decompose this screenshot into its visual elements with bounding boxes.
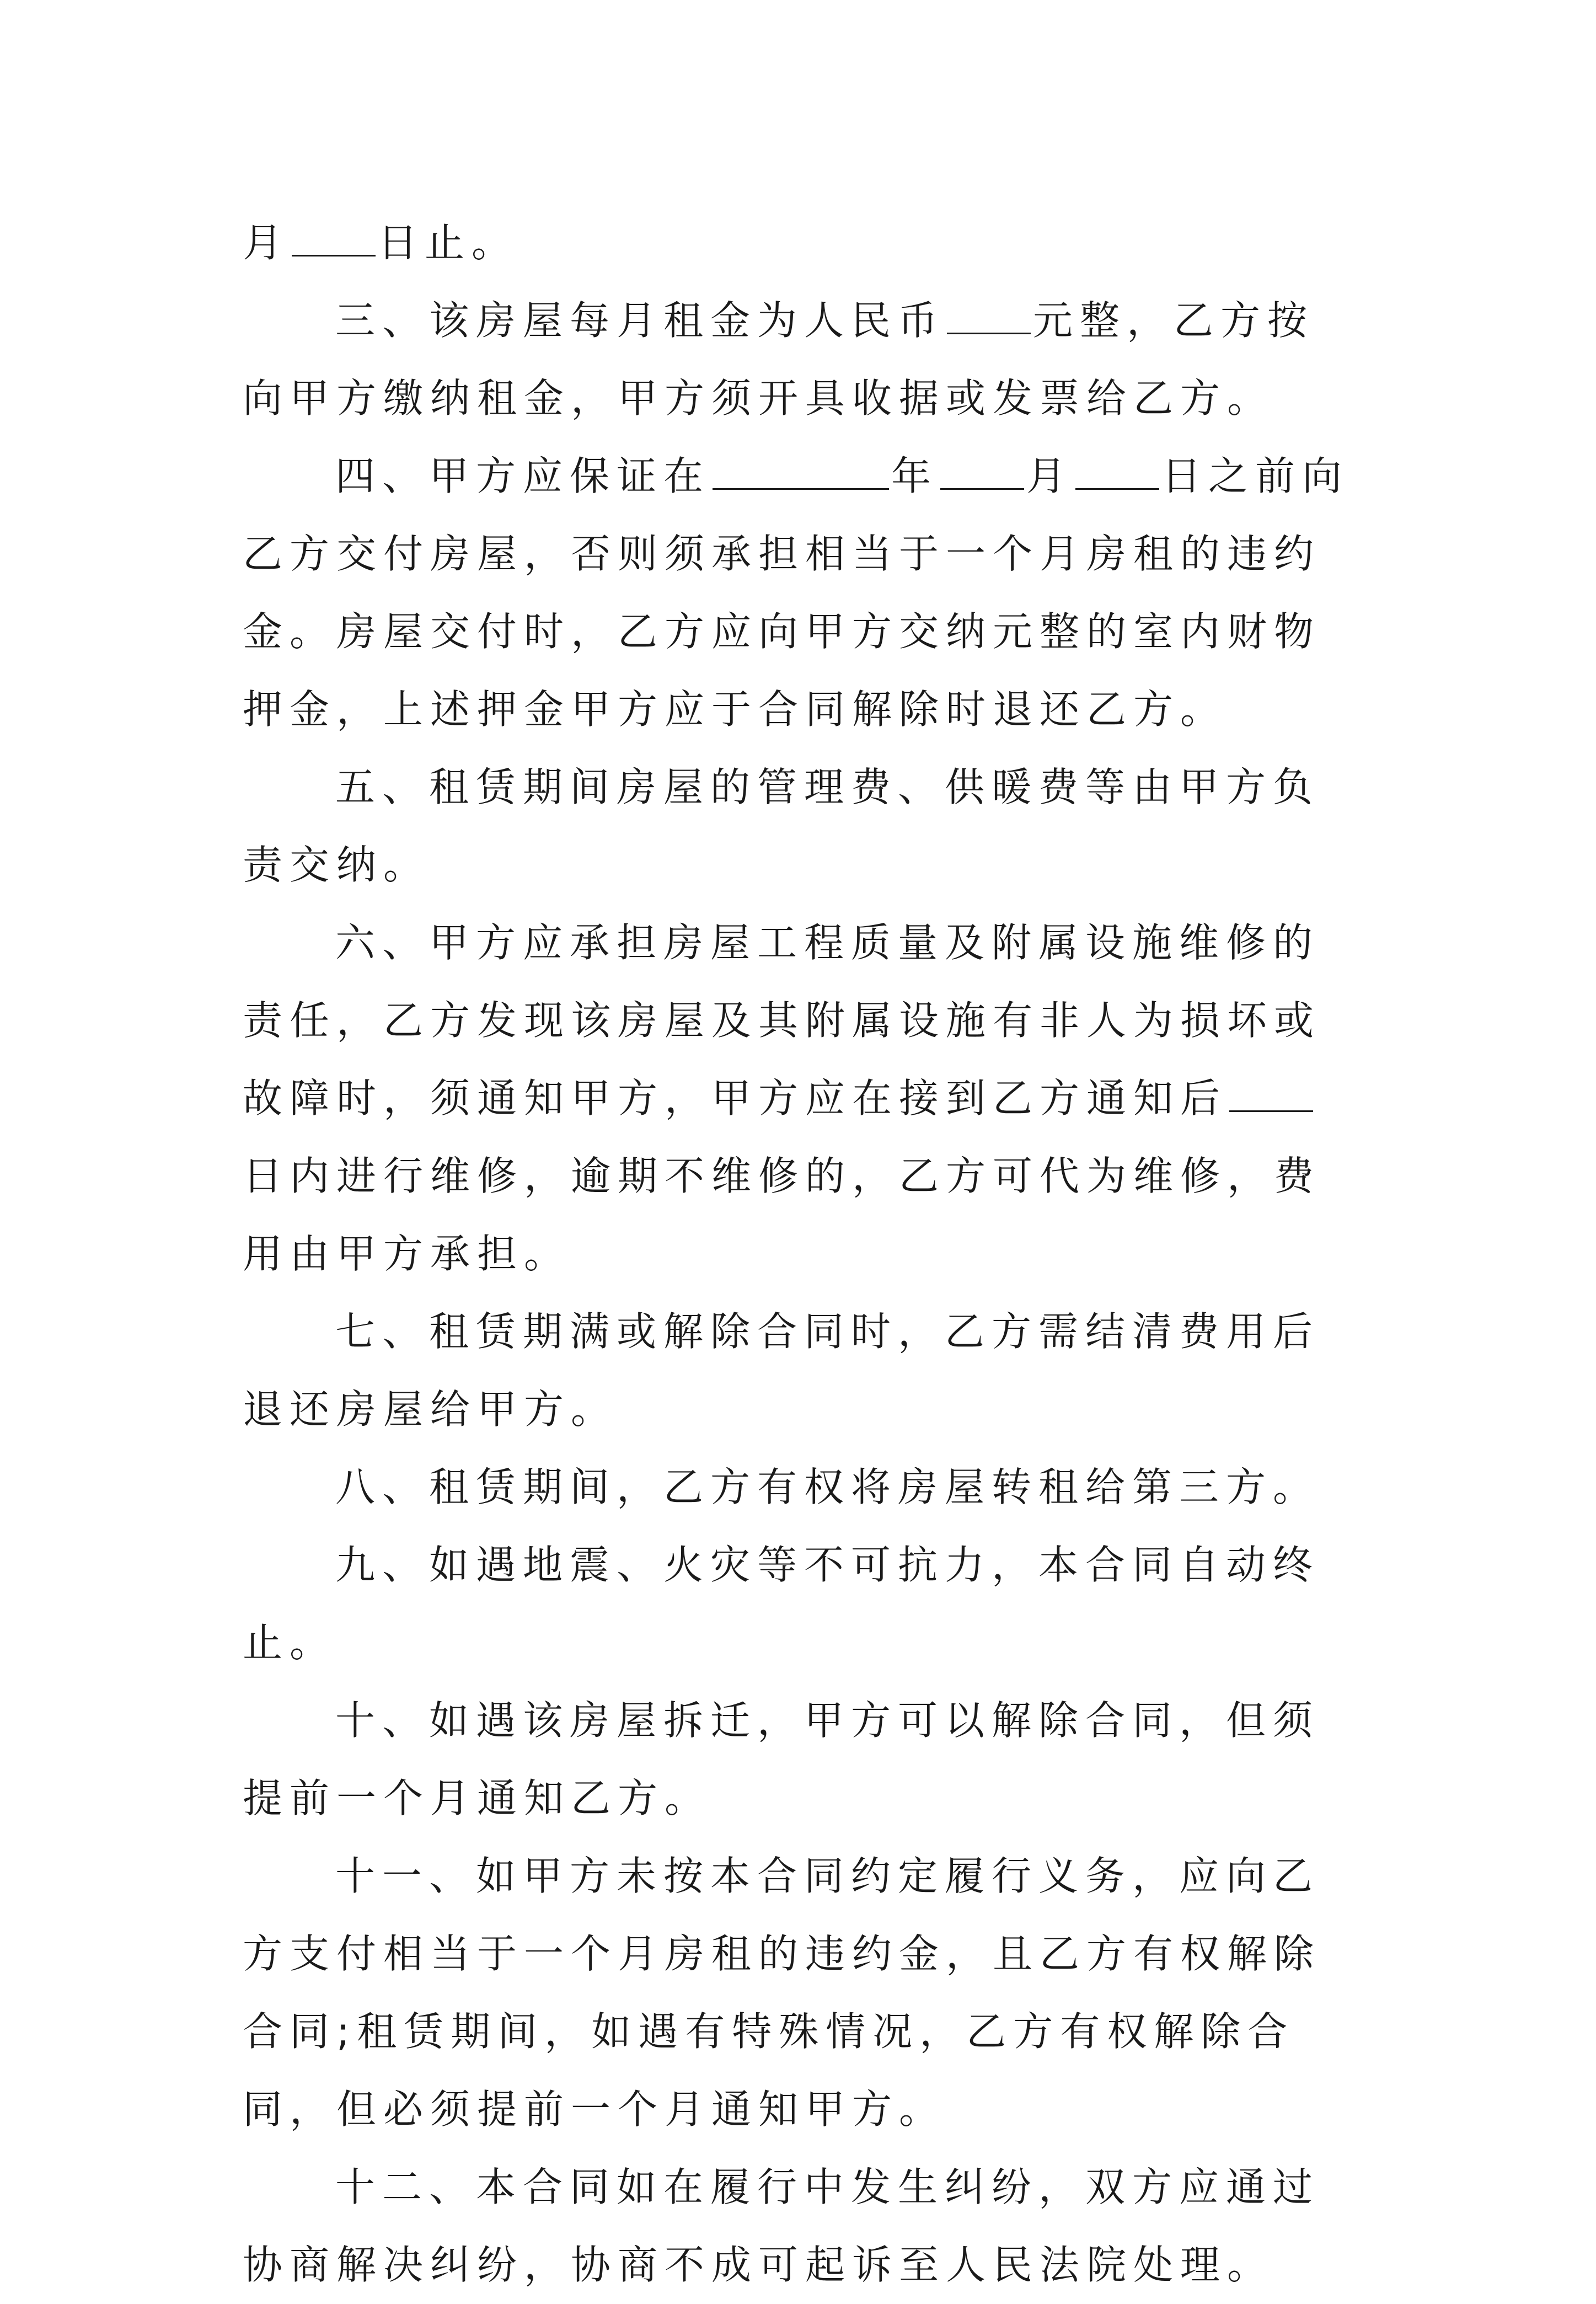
paragraph-text: 十、如遇该房屋拆迁，甲方可以解除合同，但须提前一个月通知乙方。 xyxy=(243,1697,1320,1821)
paragraph-text: 四、甲方应保证在 xyxy=(335,453,711,499)
contract-paragraph xyxy=(243,1682,1357,1837)
fill-in-blank xyxy=(947,300,1031,334)
paragraph-text: 十一、如甲方未按本合同约定履行义务，应向乙方支付相当于一个月房租的违约金，且乙方有权解除合同;租赁期间，如遇有特殊情况，乙方有权解除合同，但必须提前一个月通知甲方。 xyxy=(243,1853,1321,2132)
paragraph-text: 日之前向乙方交付房屋，否则须承担相当于一个月房租的违约金。房屋交付时，乙方应向甲方交纳元整的室内财物押金，上述押金甲方应于合同解除时退还乙方。 xyxy=(243,453,1349,733)
paragraph-text: 十二、本合同如在履行中发生纠纷，双方应通过协商解决纠纷，协商不成可起诉至人民法院处理。 xyxy=(243,2164,1320,2288)
paragraph-text: 三、该房屋每月租金为人民币 xyxy=(335,297,945,344)
fill-in-blank xyxy=(940,455,1024,490)
fill-in-blank xyxy=(713,455,889,490)
document-body xyxy=(243,204,1357,2304)
fill-in-blank xyxy=(1075,455,1159,490)
contract-paragraph xyxy=(243,904,1357,1293)
paragraph-text: 元整，乙方按向甲方缴纳租金，甲方须开具收据或发票给乙方。 xyxy=(243,297,1315,421)
contract-paragraph xyxy=(243,749,1357,904)
contract-paragraph xyxy=(243,1448,1357,1526)
contract-paragraph xyxy=(243,282,1357,437)
contract-paragraph xyxy=(243,1837,1357,2148)
paragraph-text: 八、租赁期间，乙方有权将房屋转租给第三方。 xyxy=(335,1464,1320,1510)
paragraph-text: 日内进行维修，逾期不维修的，乙方可代为维修，费用由甲方承担。 xyxy=(243,1153,1321,1277)
paragraph-text: 日止。 xyxy=(378,220,519,266)
contract-paragraph xyxy=(243,437,1357,749)
paragraph-text: 月 xyxy=(243,220,290,266)
contract-paragraph xyxy=(243,1293,1357,1448)
contract-paragraph xyxy=(243,2148,1357,2304)
paragraph-text: 年 xyxy=(891,453,939,499)
fill-in-blank xyxy=(292,222,376,256)
paragraph-text: 九、如遇地震、火灾等不可抗力，本合同自动终止。 xyxy=(243,1542,1320,1666)
fill-in-blank xyxy=(1229,1077,1313,1112)
paragraph-text: 六、甲方应承担房屋工程质量及附属设施维修的责任，乙方发现该房屋及其附属设施有非人为损坏或故障时，须通知甲方，甲方应在接到乙方通知后 xyxy=(243,920,1321,1121)
contract-paragraph xyxy=(243,204,1357,282)
paragraph-text: 月 xyxy=(1026,453,1074,499)
paragraph-text: 五、租赁期间房屋的管理费、供暖费等由甲方负责交纳。 xyxy=(243,764,1320,888)
paragraph-text: 七、租赁期满或解除合同时，乙方需结清费用后退还房屋给甲方。 xyxy=(243,1308,1320,1432)
contract-paragraph xyxy=(243,1526,1357,1682)
